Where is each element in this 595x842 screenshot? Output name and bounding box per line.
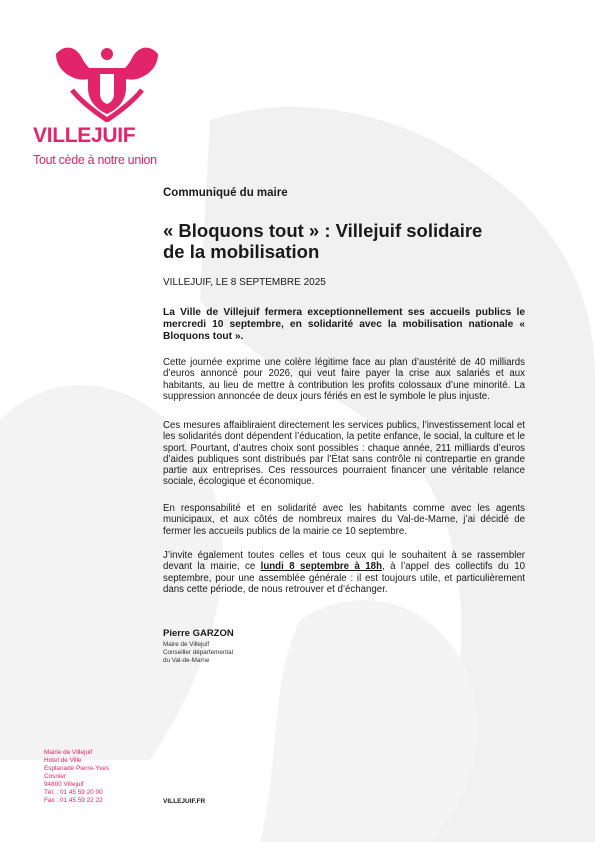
signer-role-1: Maire de Villejuif <box>163 641 210 648</box>
phone-line: Tél. : 01 45 59 20 00 <box>44 789 103 796</box>
lead-paragraph: La Ville de Villejuif fermera exceptionnellement ses accueils publics le mercredi 10 septembre, en solidarité avec la mobilisation nationale « Bloquons tout ». <box>163 307 525 342</box>
logo-emblem-icon <box>52 40 162 122</box>
signer-role-3: du Val-de-Marne <box>163 657 210 664</box>
paragraph-4-start: J’invite également toutes celles et tous ceux qui le souhaitent à se rassembler devant la mairie, ce <box>163 550 525 573</box>
signer-name: Pierre GARZON <box>163 628 234 639</box>
address-line: 94800 Villejuif <box>44 781 84 788</box>
paragraph-3: En responsabilité et en solidarité avec les habitants comme avec les agents municipaux, et aux côtés de nombreux maires du Val-de-Marne, j’ai décidé de fermer les accueils publics de la mairie ce 10 septembre. <box>163 503 525 537</box>
city-logo <box>40 40 170 170</box>
website-link[interactable]: VILLEJUIF.FR <box>163 798 206 805</box>
address-line: Cosnier <box>44 773 67 780</box>
document-title <box>163 220 528 262</box>
signer-role-2: Conseiller départemental <box>163 649 234 656</box>
document-kicker: Communiqué du maire <box>163 187 288 199</box>
address-line: Mairie de Villejuif <box>44 749 93 756</box>
address-line: Hotel de Ville <box>44 757 82 764</box>
paragraph-1: Cette journée exprime une colère légitime face au plan d’austérité de 40 milliards d’euros annoncé pour 2026, qui veut faire payer la crise aux salariés et aux habitants, au lieu de mettre à contribution les profits colossaux d’une minorité. La suppression annoncée de deux jours fériés en est le symbole le plus injuste. <box>163 357 525 402</box>
brand-tagline: Tout cède à notre union <box>33 153 157 167</box>
paragraph-4 <box>163 550 525 595</box>
event-date: lundi 8 septembre à 18h <box>260 561 382 573</box>
paragraph-4-end: , à l’appel des collectifs du 10 septembre, pour une assemblée générale : il est toujours utile, et particulièrement dans cette période, de nous retrouver et d’échanger. <box>163 561 525 595</box>
dateline: VILLEJUIF, LE 8 SEPTEMBRE 2025 <box>163 277 326 288</box>
title-line-1: « Bloquons tout » : Villejuif solidaire <box>163 220 483 241</box>
fax-line: Fax : 01 45 59 22 22 <box>44 797 103 804</box>
paragraph-2: Ces mesures affaibliraient directement les services publics, l’investissement local et les solidarités dont dépendent l’éducation, la petite enfance, le social, la culture et le sport. Pourtant, d’autres choix sont possibles : chaque année, 211 milliards d’euros d’aides publiques sont distribués par l’État sans contrôle ni contrepartie en grande partie aux entreprises. Ces ressources pourraient financer une véritable relance sociale, écologique et économique. <box>163 420 525 488</box>
brand-name: VILLEJUIF <box>33 124 136 147</box>
title-line-2: de la mobilisation <box>163 241 320 262</box>
address-line: Esplanade Pierre-Yves <box>44 765 110 772</box>
